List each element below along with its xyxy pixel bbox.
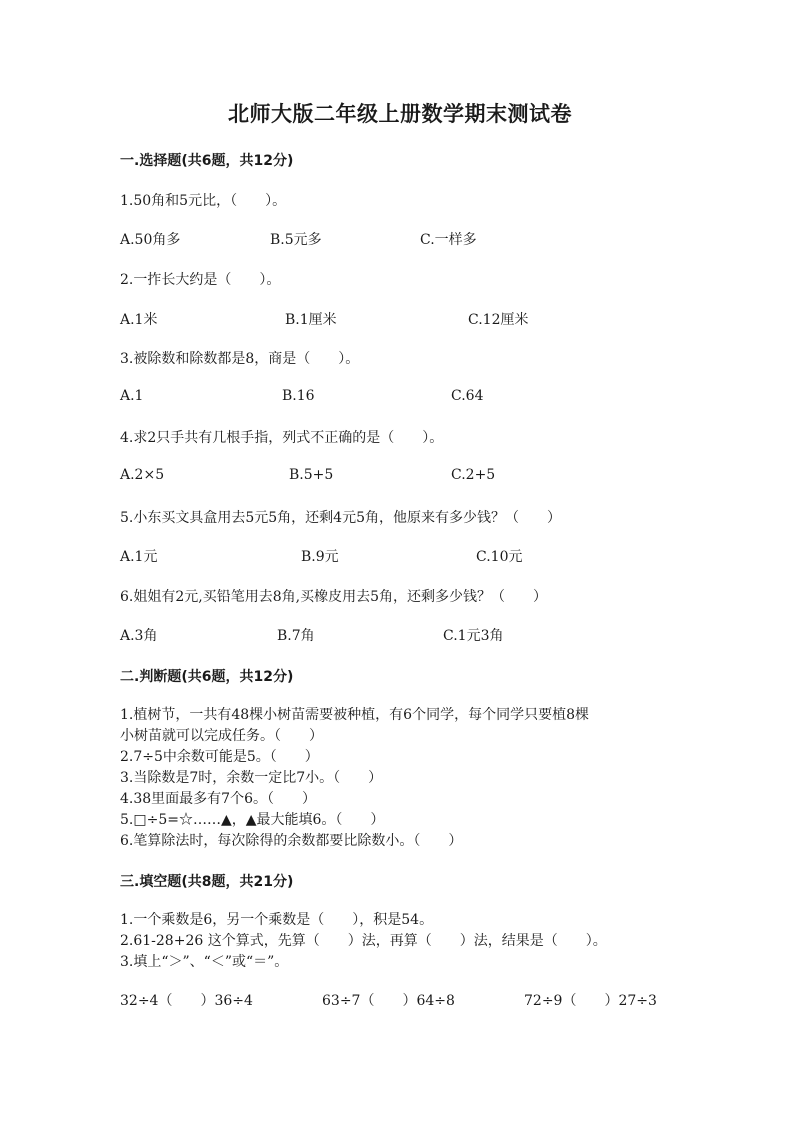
compare-item-2: 63÷7（ ）64÷8 [322,993,455,1009]
section-heading-choice: 一.选择题(共6题，共12分) [120,153,294,169]
compare-item-3: 72÷9（ ）27÷3 [524,993,657,1009]
question-5-stem: 5.小东买文具盒用去5元5角，还剩4元5角，他原来有多少钱？（ ） [120,510,561,526]
question-1-stem: 1.50角和5元比，（ ）。 [120,193,287,209]
question-4-option-c: C.2+5 [451,467,496,483]
question-1-option-b: B.5元多 [270,232,322,248]
question-2-stem: 2.一拃长大约是（ ）。 [120,272,281,288]
question-6-stem: 6.姐姐有2元,买铅笔用去8角,买橡皮用去5角，还剩多少钱？（ ） [120,589,547,605]
judgment-line-5: 4.38里面最多有7个6。（ ） [120,791,316,807]
question-4-option-b: B.5+5 [289,467,334,483]
judgment-line-4: 3.当除数是7时，余数一定比7小。（ ） [120,770,383,786]
question-5-option-b: B.9元 [301,549,339,565]
judgment-line-3: 2.7÷5中余数可能是5。（ ） [120,749,319,765]
question-6-option-a: A.3角 [120,628,158,644]
fill-line-3: 3.填上“＞”、“＜”或“＝”。 [120,954,289,970]
section-heading-judgment: 二.判断题(共6题，共12分) [120,669,294,685]
question-1-option-c: C.一样多 [420,232,477,248]
judgment-line-1: 1.植树节，一共有48棵小树苗需要被种植，有6个同学，每个同学只要植8棵 [120,707,589,723]
question-4-option-a: A.2×5 [120,467,165,483]
question-1-option-a: A.50角多 [120,232,181,248]
question-5-option-a: A.1元 [120,549,158,565]
question-2-option-b: B.1厘米 [285,312,337,328]
question-4-stem: 4.求2只手共有几根手指，列式不正确的是（ ）。 [120,430,444,446]
fill-line-2: 2.61-28+26 这个算式，先算（ ）法，再算（ ）法，结果是（ ）。 [120,933,607,949]
page-title: 北师大版二年级上册数学期末测试卷 [228,102,572,126]
judgment-line-6: 5.□÷5=☆……▲，▲最大能填6。（ ） [120,812,385,828]
question-3-option-a: A.1 [120,388,144,404]
section-heading-fill-blank: 三.填空题(共8题，共21分) [120,874,294,890]
judgment-line-7: 6.笔算除法时，每次除得的余数都要比除数小。（ ） [120,833,463,849]
question-3-stem: 3.被除数和除数都是8，商是（ ）。 [120,351,360,367]
compare-item-1: 32÷4（ ）36÷4 [120,993,253,1009]
question-2-option-c: C.12厘米 [468,312,529,328]
judgment-line-2: 小树苗就可以完成任务。（ ） [120,728,323,744]
question-6-option-b: B.7角 [277,628,315,644]
question-2-option-a: A.1米 [120,312,158,328]
question-5-option-c: C.10元 [476,549,523,565]
question-3-option-c: C.64 [451,388,484,404]
fill-line-1: 1.一个乘数是6，另一个乘数是（ ），积是54。 [120,912,434,928]
question-6-option-c: C.1元3角 [443,628,504,644]
question-3-option-b: B.16 [282,388,315,404]
